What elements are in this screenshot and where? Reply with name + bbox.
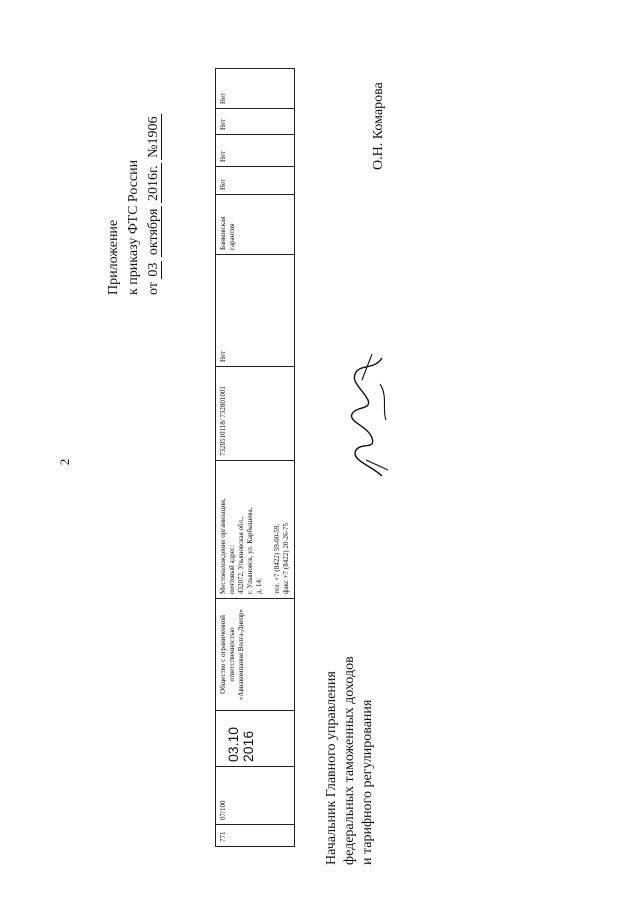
address-line: Местонахождение организации, bbox=[219, 498, 227, 594]
appendix-year: 2016г. bbox=[146, 165, 161, 201]
row-no-1: Нет bbox=[216, 167, 295, 195]
signer-name: О.Н. Комарова bbox=[371, 82, 386, 170]
appendix-date-line bbox=[144, 5, 164, 295]
appendix-order: к приказу ФТС России bbox=[126, 159, 141, 295]
row-no-2: Нет bbox=[216, 135, 295, 167]
signer-position-line: Начальник Главного управления bbox=[324, 671, 339, 865]
row-no-3: Нет bbox=[216, 109, 295, 135]
row-code: 07/100 bbox=[216, 767, 295, 825]
register-table bbox=[215, 68, 295, 847]
row-org-name: Общество с ограниченной ответственностью «Авиакомпания Волга-Днепр» bbox=[216, 599, 295, 711]
signature-icon bbox=[342, 350, 397, 480]
row-inn-kpp: 7328510118/ 732801001 bbox=[216, 367, 295, 461]
row-date-day: 03.10 bbox=[225, 726, 241, 762]
row-date bbox=[216, 711, 295, 767]
signer-position-line: и тарифного регулирования bbox=[360, 699, 375, 865]
appendix-header bbox=[104, 5, 164, 295]
row-date-year: 2016 bbox=[240, 730, 256, 762]
table-row bbox=[216, 69, 295, 847]
address-line: тел. +7 (8422) 59-00-59, bbox=[273, 523, 281, 594]
appendix-number: №1906 bbox=[146, 116, 161, 158]
row-address bbox=[216, 461, 295, 599]
page-number: 2 bbox=[57, 458, 72, 466]
address-line: г. Ульяновск, ул. Карбышева, bbox=[246, 507, 254, 594]
signer-position-line: федеральных таможенных доходов bbox=[342, 656, 357, 865]
appendix-title: Приложение bbox=[106, 219, 121, 295]
row-index: 771 bbox=[216, 825, 295, 847]
signer-position bbox=[323, 565, 377, 865]
address-line: 432072, Ульяновская обл., bbox=[237, 516, 245, 594]
address-line: почтовый адрес: bbox=[228, 544, 236, 594]
appendix-day: 03 bbox=[146, 262, 161, 277]
appendix-prefix: от bbox=[146, 282, 161, 295]
appendix-month: октября bbox=[146, 208, 161, 256]
row-guarantee: Банковская гарантия bbox=[216, 195, 295, 255]
address-line: д. 14; bbox=[255, 577, 263, 594]
address-line: факс +7 (8422) 20-26-75 bbox=[282, 523, 290, 594]
row-col-no: Нет bbox=[216, 255, 295, 367]
row-no-4: Нет bbox=[216, 69, 295, 109]
